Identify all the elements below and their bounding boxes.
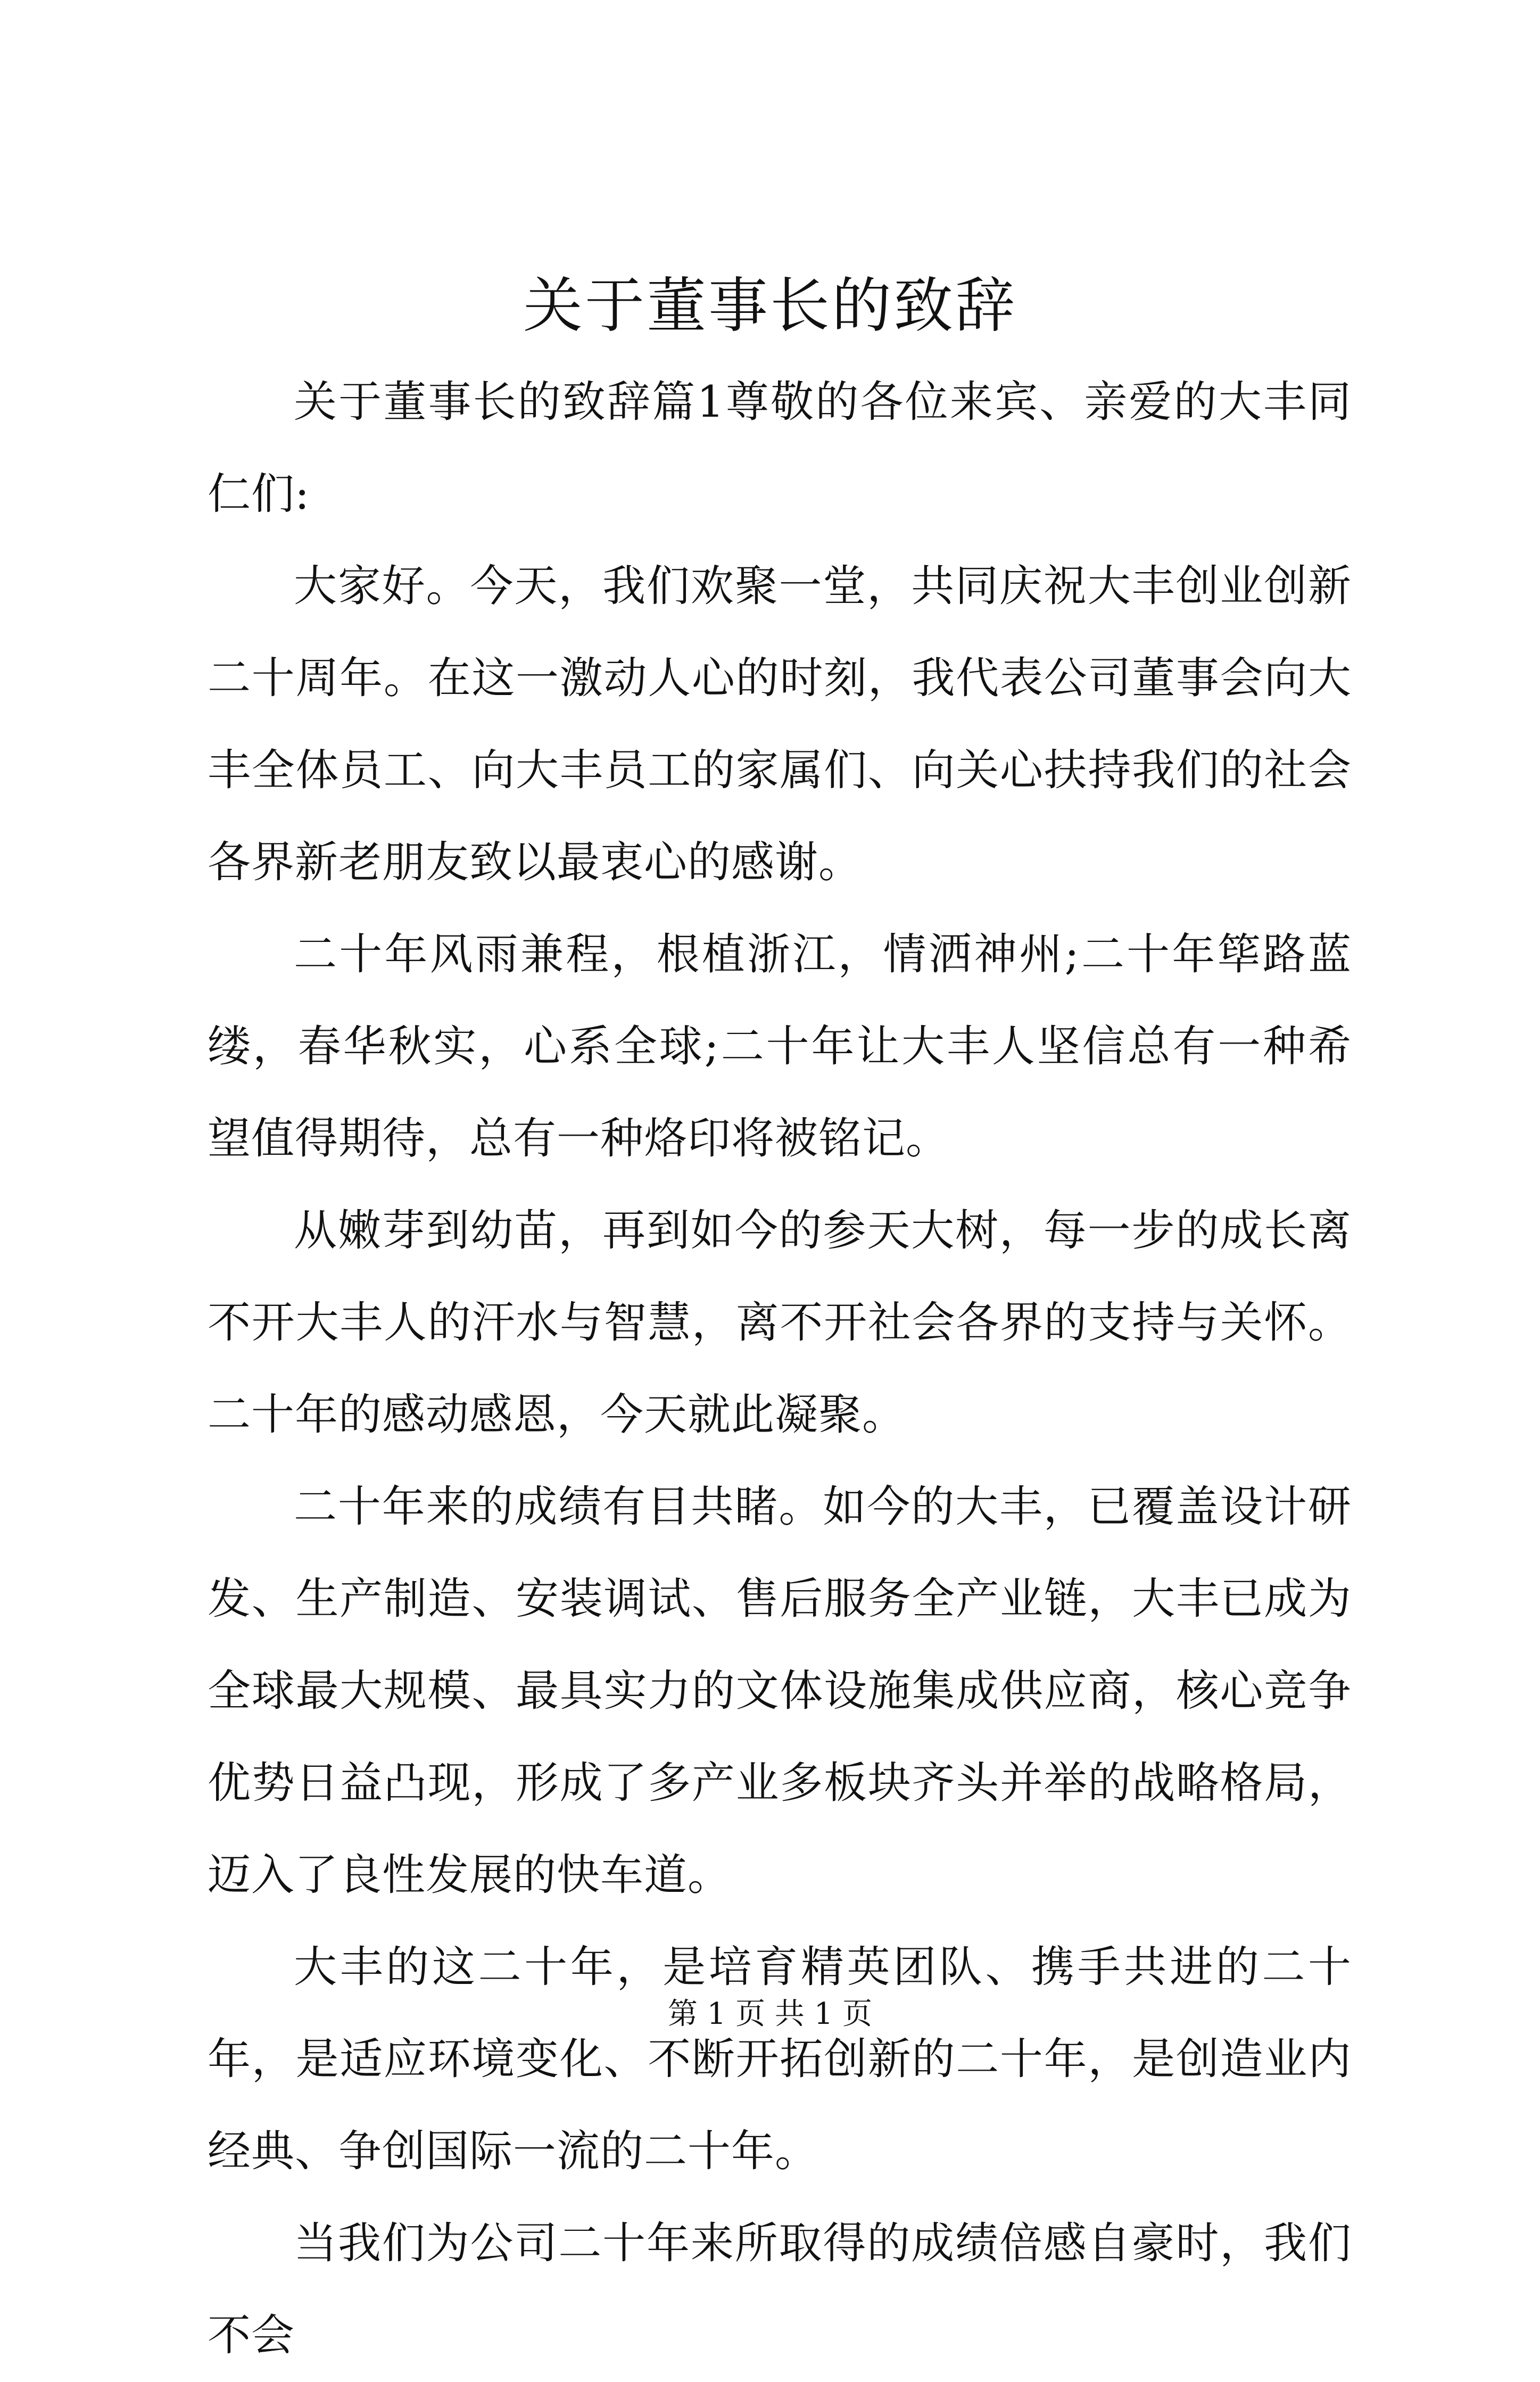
paragraph-4: 从嫩芽到幼苗，再到如今的参天大树，每一步的成长离不开大丰人的汗水与智慧，离不开社会各界的支持与关怀。二十年的感动感恩，今天就此凝聚。 — [208, 1206, 1352, 1440]
paragraph-7: 当我们为公司二十年来所取得的成绩倍感自豪时，我们不会 — [208, 2219, 1352, 2361]
paragraph-3: 二十年风雨兼程，根植浙江，情洒神州;二十年筚路蓝缕，春华秋实，心系全球;二十年让大丰人坚信总有一种希望值得期待，总有一种烙印将被铭记。 — [208, 930, 1352, 1164]
page-number-footer: 第 1 页 共 1 页 — [667, 1997, 873, 2031]
document-body — [208, 357, 1352, 2382]
paragraph-6: 大丰的这二十年，是培育精英团队、携手共进的二十年，是适应环境变化、不断开拓创新的二十年，是创造业内经典、争创国际一流的二十年。 — [208, 1942, 1352, 2177]
paragraph-1: 关于董事长的致辞篇1尊敬的各位来宾、亲爱的大丰同仁们: — [208, 377, 1352, 519]
page-title: 关于董事长的致辞 — [523, 271, 1017, 341]
paragraph-5: 二十年来的成绩有目共睹。如今的大丰，已覆盖设计研发、生产制造、安装调试、售后服务全产业链，大丰已成为全球最大规模、最具实力的文体设施集成供应商，核心竞争优势日益凸现，形成了多产业多板块齐头并举的战略格局，迈入了良性发展的快车道。 — [208, 1482, 1352, 1900]
paragraph-2: 大家好。今天，我们欢聚一堂，共同庆祝大丰创业创新二十周年。在这一激动人心的时刻，我代表公司董事会向大丰全体员工、向大丰员工的家属们、向关心扶持我们的社会各界新老朋友致以最衷心的感谢。 — [208, 561, 1352, 888]
